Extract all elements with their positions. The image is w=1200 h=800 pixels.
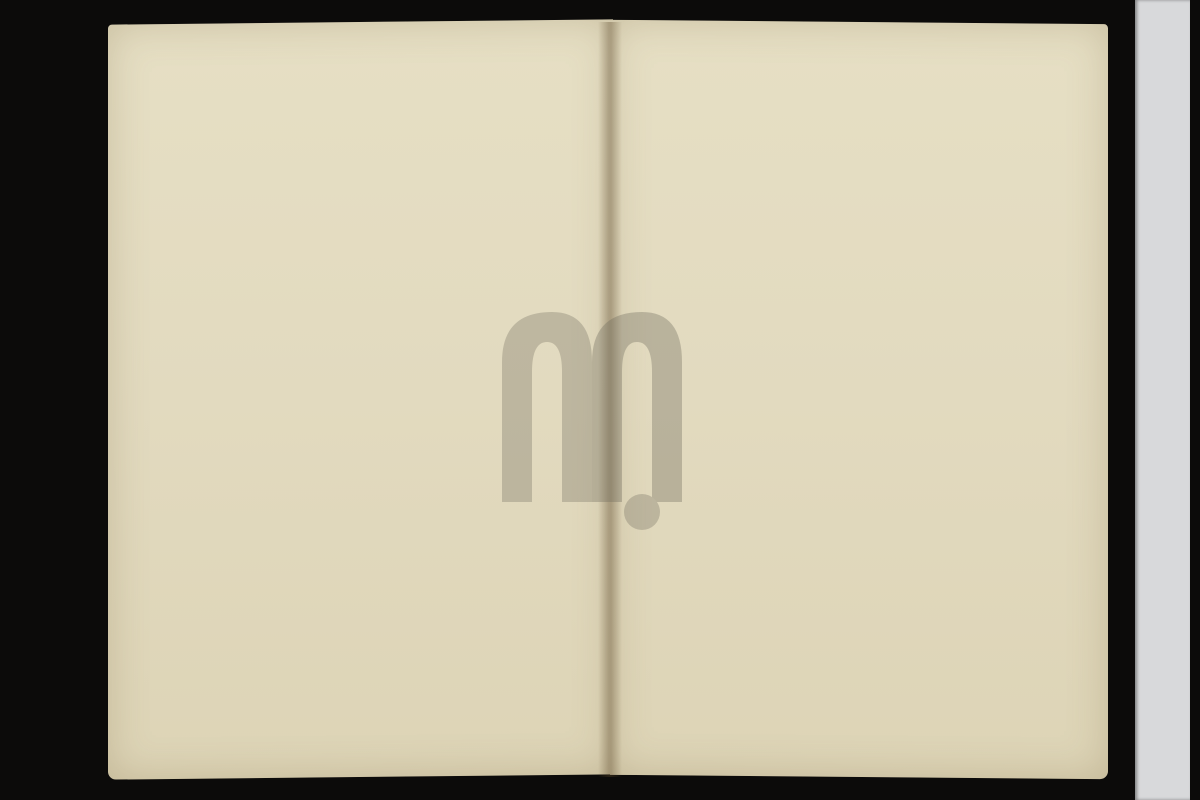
aria-verses — [108, 19, 613, 24]
dialogue-lines — [610, 20, 1108, 24]
recitative-lines — [108, 19, 613, 24]
dialogue-lines — [610, 20, 1108, 24]
ruler-ticks — [1135, 0, 1190, 800]
museum-watermark — [482, 302, 772, 532]
watermark-logo-icon — [482, 302, 772, 532]
open-book — [100, 22, 1110, 782]
dialogue-lines — [610, 20, 1108, 24]
measuring-ruler — [1135, 0, 1190, 800]
